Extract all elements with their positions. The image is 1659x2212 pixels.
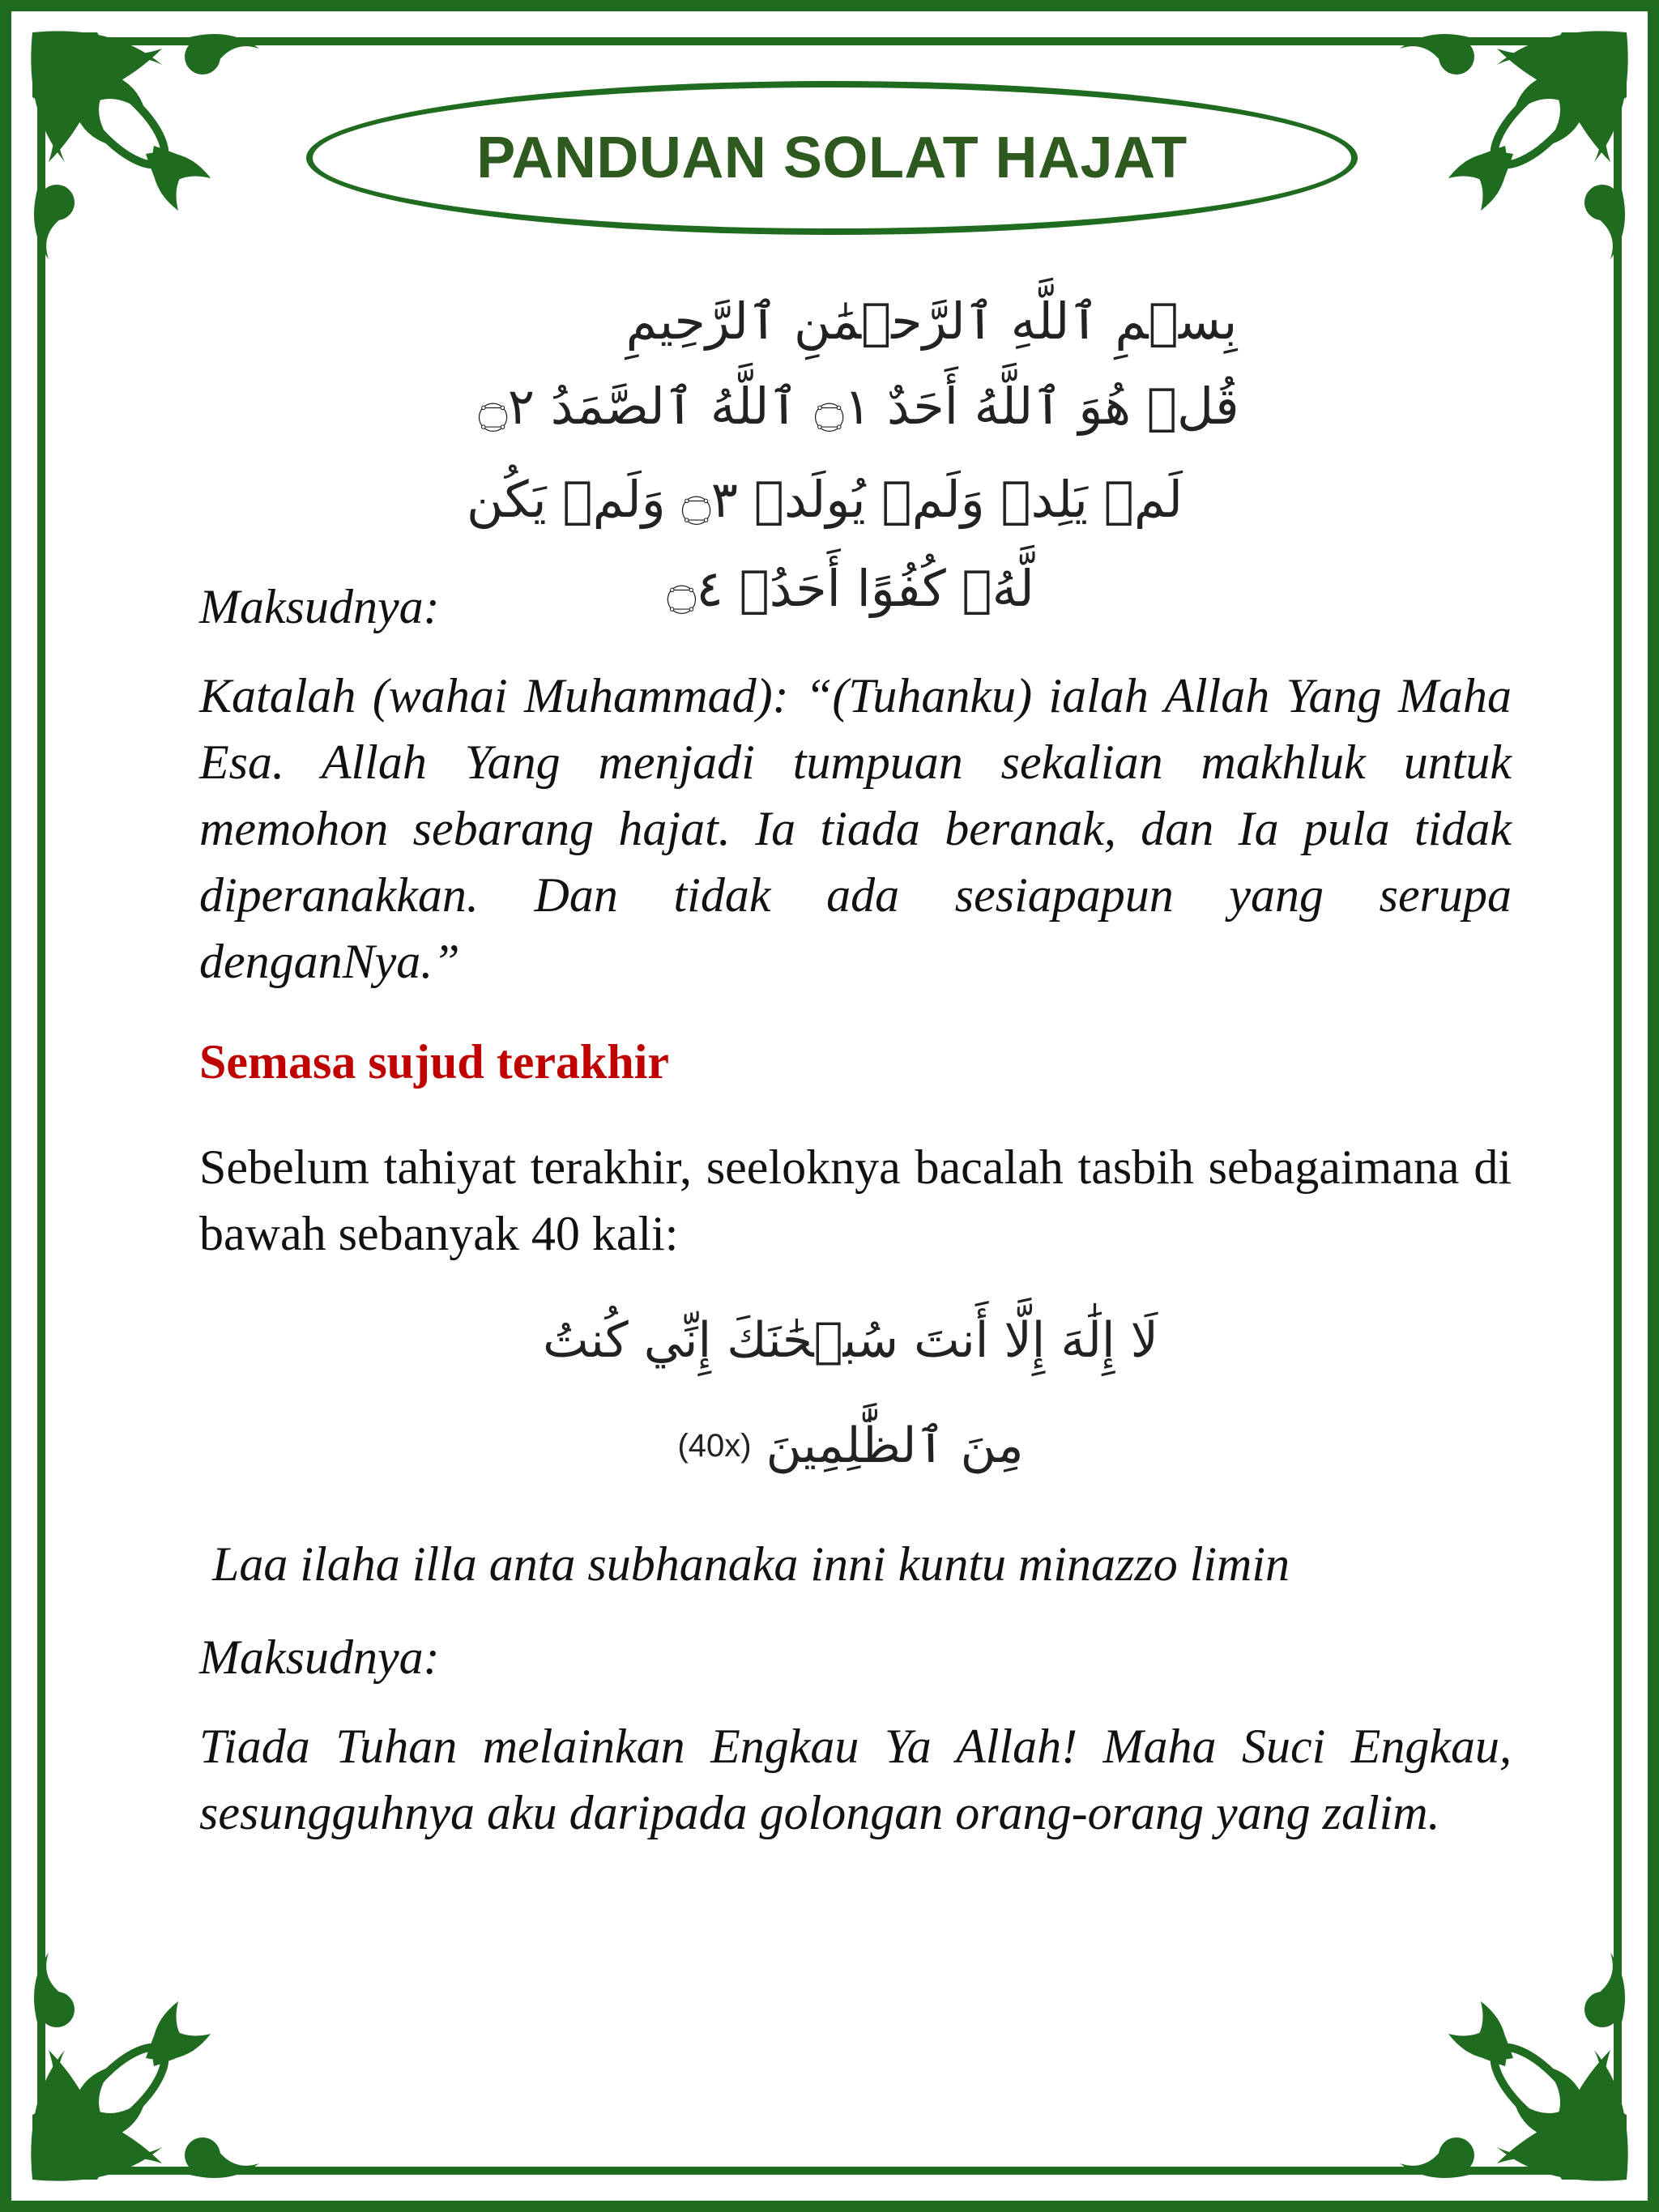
arabic-basmalah: بِسۡمِ ٱللَّهِ ٱلرَّحۡمَٰنِ ٱلرَّحِيمِ bbox=[625, 292, 1238, 351]
repeat-count: (40x) bbox=[677, 1427, 752, 1464]
arabic-tasbih-line-1: لَا إِلَٰهَ إِلَّا أَنتَ سُبۡحَٰنَكَ إِنِّي كُنتُ bbox=[543, 1312, 1158, 1369]
page-title: PANDUAN SOLAT HAJAT bbox=[476, 126, 1188, 190]
instruction-text: Sebelum tahiyat terakhir, seeloknya bacalah tasbih sebagaimana di bawah sebanyak 40 kali: bbox=[199, 1140, 1512, 1260]
translation-ikhlas: Katalah (wahai Muhammad): “(Tuhanku) ialah Allah Yang Maha Esa. Allah Yang menjadi tumpuan sekalian makhluk untuk memohon sebarang hajat. Ia tiada beranak, dan Ia pula tidak diperanakkan. Dan tidak ada sesiapapun yang serupa denganNya.” bbox=[199, 669, 1512, 988]
arabic-tasbih-line-2: مِنَ ٱلظَّٰلِمِينَ bbox=[766, 1417, 1024, 1474]
arabic-ikhlas-line-2: لَمۡ يَلِدۡ وَلَمۡ يُولَدۡ ۝٣ وَلَمۡ يَكُن bbox=[466, 470, 1183, 529]
corner-ornament-icon bbox=[16, 1904, 308, 2196]
corner-ornament-icon bbox=[1351, 16, 1643, 308]
maksudnya-label: Maksudnya: bbox=[199, 580, 440, 633]
maksudnya-label: Maksudnya: bbox=[199, 1630, 440, 1684]
transliteration: Laa ilaha illa anta subhanaka inni kuntu minazzo limin bbox=[212, 1537, 1290, 1591]
translation-tasbih: Tiada Tuhan melainkan Engkau Ya Allah! Maha Suci Engkau, sesungguhnya aku daripada golongan orang-orang yang zalim. bbox=[199, 1720, 1512, 1839]
arabic-ikhlas-line-1: قُلۡ هُوَ ٱللَّهُ أَحَدٌ ۝١ ٱللَّهُ ٱلصَّمَدُ ۝٢ bbox=[478, 377, 1239, 436]
corner-ornament-icon bbox=[1351, 1904, 1643, 2196]
title-banner bbox=[306, 81, 1358, 235]
section-heading: Semasa sujud terakhir bbox=[199, 1035, 670, 1089]
inner-border bbox=[37, 37, 1622, 2175]
arabic-ikhlas-line-3: لَّهُۥ كُفُوًا أَحَدُۢ ۝٤ bbox=[667, 559, 1034, 618]
arabic-tasbih-line-2-row bbox=[664, 1417, 1037, 1474]
corner-ornament-icon bbox=[16, 16, 308, 308]
